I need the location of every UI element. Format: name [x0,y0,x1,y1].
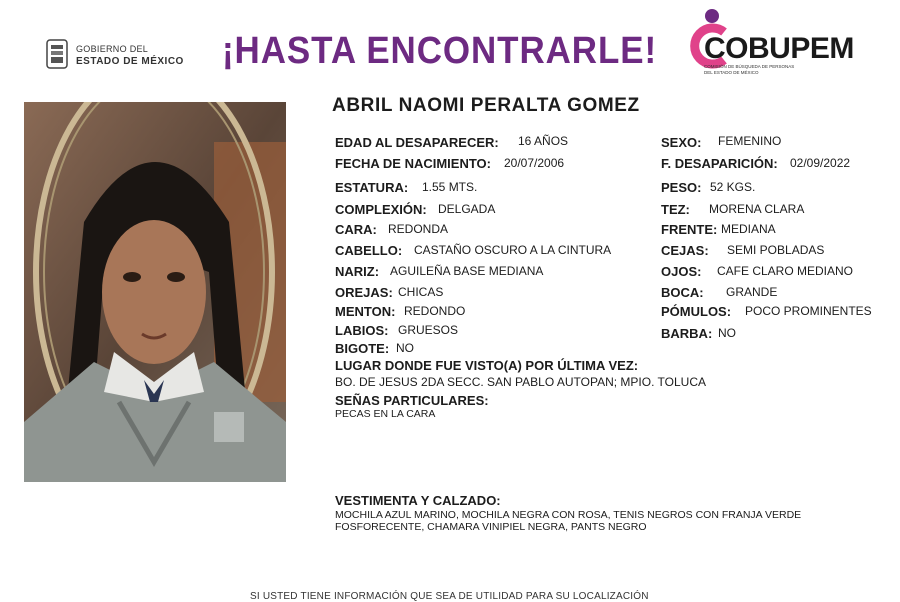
age-value: 16 AÑOS [518,134,569,148]
cobupem-wordmark: COBUPEM [704,32,854,65]
complexion-label: TEZ: [661,202,690,217]
chin-label: MENTON: [335,304,396,319]
forehead-label: FRENTE: [661,222,718,237]
beard-value: NO [718,326,736,340]
person-name: ABRIL NAOMI PERALTA GOMEZ [332,95,640,116]
last-seen-label: LUGAR DONDE FUE VISTO(A) POR ÚLTIMA VEZ: [335,358,639,373]
disappearance-date-label: F. DESAPARICIÓN: [661,156,778,171]
cheekbones-label: PÓMULOS: [661,304,732,319]
eyebrows-label: CEJAS: [661,243,709,258]
headline: ¡HASTA ENCONTRARLE! [222,30,658,72]
cobupem-logo [686,8,886,78]
chin-value: REDONDO [404,304,466,318]
particular-signs-label: SEÑAS PARTICULARES: [335,393,489,408]
ears-value: CHICAS [398,285,444,299]
height-label: ESTATURA: [335,180,409,195]
birthdate-value: 20/07/2006 [504,156,565,170]
last-seen-value: BO. DE JESUS 2DA SECC. SAN PABLO AUTOPAN; MPIO. TOLUCA [335,375,706,389]
mouth-label: BOCA: [661,285,704,300]
sex-value: FEMENINO [718,134,782,148]
clothing-line-2: FOSFORECENTE, CHAMARA VINIPIEL NEGRA, PANTS NEGRO [335,521,647,533]
mustache-label: BIGOTE: [335,341,390,356]
forehead-value: MEDIANA [721,222,776,236]
particular-signs-value: PECAS EN LA CARA [335,408,436,420]
nose-value: AGUILEÑA BASE MEDIANA [390,264,544,278]
government-line-2: ESTADO DE MÉXICO [76,56,184,67]
nose-label: NARIZ: [335,264,380,279]
hair-label: CABELLO: [335,243,403,258]
eyes-label: OJOS: [661,264,702,279]
clothing-line-1: MOCHILA AZUL MARINO, MOCHILA NEGRA CON ROSA, TENIS NEGROS CON FRANJA VERDE [335,509,802,521]
birthdate-label: FECHA DE NACIMIENTO: [335,156,491,171]
eyes-value: CAFE CLARO MEDIANO [717,264,854,278]
cobupem-subtitle-1: COMISIÓN DE BÚSQUEDA DE PERSONAS [704,64,795,69]
face-value: REDONDA [388,222,449,236]
weight-label: PESO: [661,180,702,195]
ears-label: OREJAS: [335,285,393,300]
footer-note: SI USTED TIENE INFORMACIÓN QUE SEA DE UTILIDAD PARA SU LOCALIZACIÓN [250,591,649,602]
state-seal-icon [44,38,70,70]
person-photo [24,102,286,482]
clothing-label: VESTIMENTA Y CALZADO: [335,493,501,508]
sex-label: SEXO: [661,135,702,150]
hair-value: CASTAÑO OSCURO A LA CINTURA [414,243,612,257]
lips-label: LABIOS: [335,323,389,338]
build-label: COMPLEXIÓN: [335,202,427,217]
eyebrows-value: SEMI POBLADAS [727,243,825,257]
mouth-value: GRANDE [726,285,778,299]
cheekbones-value: POCO PROMINENTES [745,304,872,318]
government-logo [44,38,194,74]
lips-value: GRUESOS [398,323,459,337]
beard-label: BARBA: [661,326,713,341]
disappearance-date-value: 02/09/2022 [790,156,851,170]
build-value: DELGADA [438,202,496,216]
mustache-value: NO [396,341,414,355]
face-label: CARA: [335,222,377,237]
cobupem-subtitle-2: DEL ESTADO DE MÉXICO [704,70,759,75]
complexion-value: MORENA CLARA [709,202,805,216]
height-value: 1.55 MTS. [422,180,478,194]
age-label: EDAD AL DESAPARECER: [335,135,499,150]
weight-value: 52 KGS. [710,180,756,194]
government-line-1: GOBIERNO DEL [76,44,149,54]
